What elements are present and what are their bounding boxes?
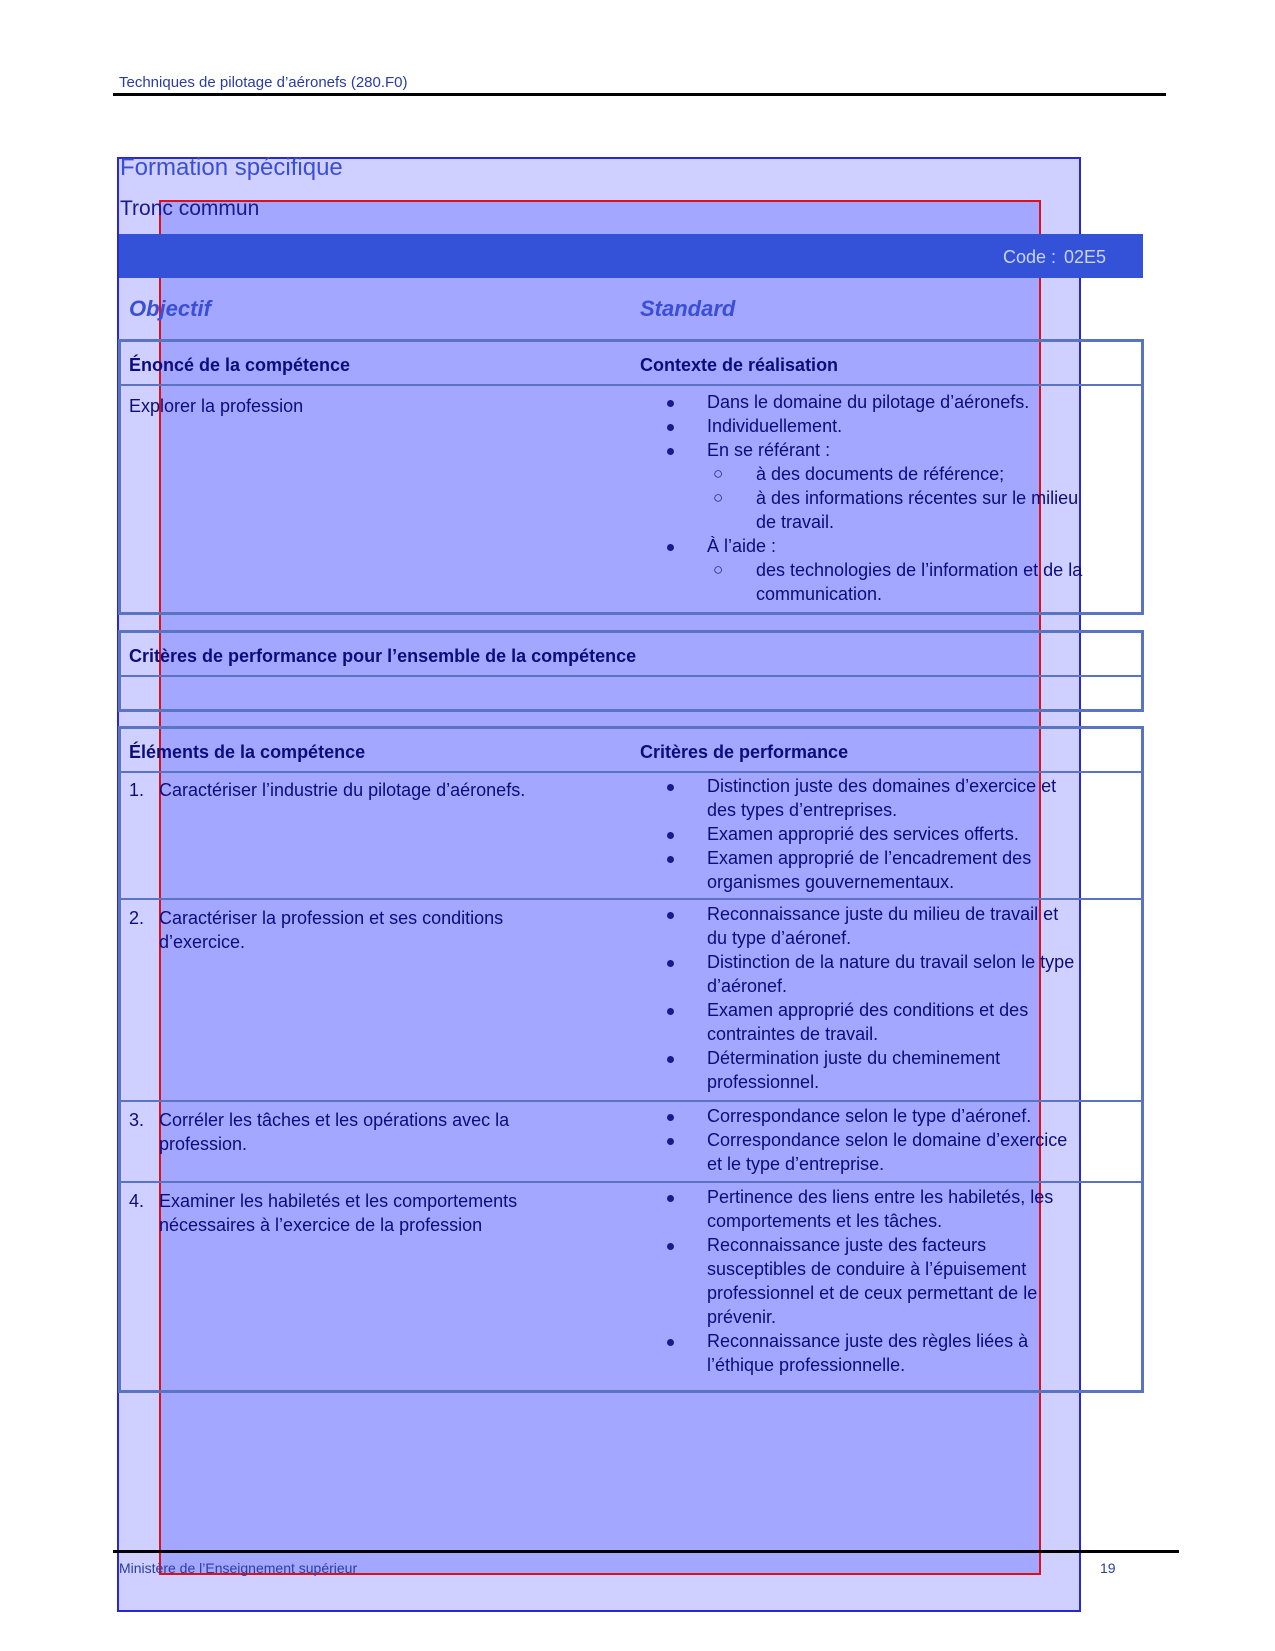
elements-row-divider: [118, 898, 1144, 900]
critere-line: Détermination juste du cheminement: [707, 1048, 1001, 1068]
critere-line: d’aéronef.: [707, 976, 788, 996]
contexte-header: Contexte de réalisation: [640, 355, 839, 375]
elements-row-divider: [118, 1100, 1144, 1102]
contexte-item: Individuellement.: [707, 416, 843, 436]
element-number: 4.: [129, 1191, 145, 1211]
critere-line: et le type d’entreprise.: [707, 1154, 885, 1174]
critere-line: contraintes de travail.: [707, 1024, 879, 1044]
element-number: 1.: [129, 780, 145, 800]
code-label: Code :: [1003, 247, 1057, 267]
element-number: 3.: [129, 1110, 145, 1130]
running-header: Techniques de pilotage d’aéronefs (280.F0): [119, 74, 408, 91]
bullet-icon: [667, 1056, 674, 1063]
critere-line: Examen approprié des conditions et des: [707, 1000, 1029, 1020]
critere-line: susceptibles de conduire à l’épuisement: [707, 1259, 1027, 1279]
critere-line: l’éthique professionnelle.: [707, 1355, 906, 1375]
elements-row-divider: [118, 1181, 1144, 1183]
bullet-icon: [667, 1008, 674, 1015]
bullet-icon: [667, 832, 674, 839]
element-text-line: Caractériser l’industrie du pilotage d’aéronefs.: [159, 780, 526, 800]
footer-rule: [113, 1550, 1179, 1553]
element-text-line: nécessaires à l’exercice de la profession: [159, 1215, 483, 1235]
elements-header-divider: [118, 771, 1144, 773]
bullet-icon: [667, 1114, 674, 1121]
contexte-item: À l’aide :: [707, 536, 777, 556]
bullet-icon: [667, 856, 674, 863]
critere-line: professionnel et de ceux permettant de le: [707, 1283, 1038, 1303]
contexte-sub-marker: ○: [713, 560, 724, 579]
bullet-icon: [667, 1339, 674, 1346]
criteres-ensemble-divider: [118, 675, 1144, 677]
enonce-text: Explorer la profession: [129, 396, 304, 416]
competence-table-divider: [118, 384, 1144, 386]
critere-line: des types d’entreprises.: [707, 800, 898, 820]
bullet-icon: [667, 960, 674, 967]
bullet-icon: [667, 1138, 674, 1145]
bullet-icon: [667, 448, 674, 455]
contexte-sub-marker: ○: [713, 464, 724, 483]
contexte-sub-marker: ○: [713, 488, 724, 507]
bullet-icon: [667, 424, 674, 431]
section-subtitle: Tronc commun: [120, 197, 260, 220]
critere-line: Distinction de la nature du travail selon le type: [707, 952, 1075, 972]
element-text-line: Corréler les tâches et les opérations avec la: [159, 1110, 510, 1130]
criteres-header: Critères de performance: [640, 742, 849, 762]
criteres-ensemble-header: Critères de performance pour l’ensemble de la compétence: [129, 646, 637, 666]
bullet-icon: [667, 1195, 674, 1202]
critere-line: Correspondance selon le domaine d’exercice: [707, 1130, 1068, 1150]
critere-line: Reconnaissance juste des facteurs: [707, 1235, 987, 1255]
page-number: 19: [1100, 1560, 1116, 1576]
objectif-heading: Objectif: [129, 296, 211, 321]
element-text-line: Examiner les habiletés et les comportements: [159, 1191, 518, 1211]
critere-line: Pertinence des liens entre les habiletés, les: [707, 1187, 1054, 1207]
critere-line: professionnel.: [707, 1072, 820, 1092]
header-rule: [113, 93, 1166, 96]
standard-heading: Standard: [640, 296, 736, 321]
section-title: Formation spécifique: [120, 154, 343, 181]
bullet-icon: [667, 400, 674, 407]
critere-line: Correspondance selon le type d’aéronef.: [707, 1106, 1032, 1126]
contexte-item: En se référant :: [707, 440, 831, 460]
contexte-sub-item: à des informations récentes sur le milieu: [756, 488, 1079, 508]
critere-line: Reconnaissance juste du milieu de travail et: [707, 904, 1059, 924]
critere-line: Reconnaissance juste des règles liées à: [707, 1331, 1029, 1351]
enonce-header: Énoncé de la compétence: [129, 355, 351, 375]
code-value: 02E5: [1064, 247, 1107, 267]
critere-line: prévenir.: [707, 1307, 777, 1327]
element-text-line: profession.: [159, 1134, 248, 1154]
critere-line: Distinction juste des domaines d’exercice et: [707, 776, 1057, 796]
critere-line: Examen approprié de l’encadrement des: [707, 848, 1032, 868]
contexte-sub-item-continued: communication.: [756, 584, 883, 604]
criteres-ensemble-table: [118, 630, 1144, 712]
critere-line: organismes gouvernementaux.: [707, 872, 955, 892]
critere-line: comportements et les tâches.: [707, 1211, 943, 1231]
element-number: 2.: [129, 908, 145, 928]
critere-line: du type d’aéronef.: [707, 928, 852, 948]
contexte-item: Dans le domaine du pilotage d’aéronefs.: [707, 392, 1030, 412]
bullet-icon: [667, 544, 674, 551]
element-text-line: d’exercice.: [159, 932, 246, 952]
contexte-sub-item: des technologies de l’information et de la: [756, 560, 1083, 580]
elements-header: Éléments de la compétence: [129, 742, 366, 762]
critere-line: Examen approprié des services offerts.: [707, 824, 1019, 844]
footer-ministry: Ministère de l’Enseignement supérieur: [119, 1560, 358, 1576]
bullet-icon: [667, 784, 674, 791]
element-text-line: Caractériser la profession et ses conditions: [159, 908, 504, 928]
bullet-icon: [667, 912, 674, 919]
contexte-sub-item: à des documents de référence;: [756, 464, 1005, 484]
code-bar: [119, 234, 1143, 278]
contexte-sub-item-continued: de travail.: [756, 512, 835, 532]
bullet-icon: [667, 1243, 674, 1250]
